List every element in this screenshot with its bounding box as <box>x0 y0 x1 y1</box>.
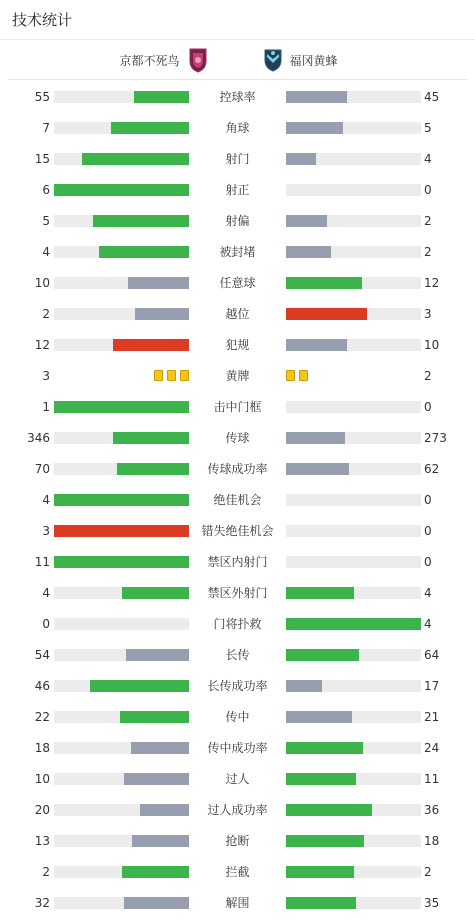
stat-label: 传球成功率 <box>207 462 268 476</box>
home-stat-value: 15 <box>34 152 50 166</box>
away-stat-bar <box>286 835 421 847</box>
stat-row <box>0 893 475 913</box>
away-stat-bar-fill <box>286 711 352 723</box>
stat-row <box>0 614 475 634</box>
home-stat-value: 55 <box>34 90 50 104</box>
away-stat-value: 0 <box>424 183 432 197</box>
stat-label: 黄牌 <box>225 369 250 383</box>
stats-header <box>0 0 475 40</box>
home-stat-bar-fill <box>135 308 189 320</box>
away-stat-bar-fill <box>286 897 356 909</box>
away-team <box>290 40 338 80</box>
home-stat-bar-fill <box>117 463 189 475</box>
home-stat-bar <box>54 711 189 723</box>
away-stat-bar <box>286 525 421 537</box>
home-stat-bar <box>54 153 189 165</box>
home-stat-value: 3 <box>42 524 50 538</box>
stat-row <box>0 242 475 262</box>
home-stat-value: 54 <box>34 648 50 662</box>
away-stat-bar <box>286 91 421 103</box>
away-stat-bar <box>286 122 421 134</box>
away-stat-value: 3 <box>424 307 432 321</box>
yellow-card-icon <box>180 370 189 381</box>
home-stat-bar <box>54 587 189 599</box>
away-stat-bar <box>286 215 421 227</box>
stat-label: 传中 <box>225 710 250 724</box>
away-stat-bar-fill <box>286 122 343 134</box>
away-stat-bar-fill <box>286 649 359 661</box>
home-stat-bar-fill <box>90 680 189 692</box>
home-stat-value: 0 <box>42 617 50 631</box>
home-stat-bar <box>54 494 189 506</box>
stat-row <box>0 180 475 200</box>
home-stat-bar <box>54 742 189 754</box>
stat-row <box>0 273 475 293</box>
stat-row <box>0 428 475 448</box>
stat-label: 长传 <box>225 648 250 662</box>
away-stat-bar <box>286 897 421 909</box>
away-stat-bar <box>286 432 421 444</box>
away-stat-value: 273 <box>424 431 447 445</box>
stat-label: 控球率 <box>219 90 256 104</box>
home-stat-bar <box>54 401 189 413</box>
home-stat-value: 5 <box>42 214 50 228</box>
stat-label: 拦截 <box>225 865 250 879</box>
away-stat-bar <box>286 277 421 289</box>
away-stat-bar-fill <box>286 773 356 785</box>
away-stat-bar <box>286 773 421 785</box>
away-stat-bar <box>286 308 421 320</box>
stat-row <box>0 738 475 758</box>
away-stat-value: 4 <box>424 617 432 631</box>
away-stat-bar-fill <box>286 742 363 754</box>
home-stat-value: 1 <box>42 400 50 414</box>
home-stat-value: 32 <box>34 896 50 910</box>
stat-label: 过人 <box>225 772 250 786</box>
stat-label: 错失绝佳机会 <box>201 524 274 538</box>
home-stat-bar-fill <box>124 897 189 909</box>
stat-label: 抢断 <box>225 834 250 848</box>
away-stat-value: 0 <box>424 555 432 569</box>
home-stat-bar-fill <box>122 587 190 599</box>
away-stat-value: 2 <box>424 865 432 879</box>
away-stat-value: 0 <box>424 493 432 507</box>
away-stat-bar-fill <box>286 91 347 103</box>
away-stat-bar-fill <box>286 463 349 475</box>
away-stat-bar-fill <box>286 432 345 444</box>
stat-row <box>0 149 475 169</box>
home-stat-bar-fill <box>54 184 189 196</box>
away-stat-bar-fill <box>286 587 354 599</box>
home-stat-bar-fill <box>111 122 189 134</box>
away-stat-value: 11 <box>424 772 440 786</box>
home-stat-bar <box>54 122 189 134</box>
away-stat-bar <box>286 463 421 475</box>
home-stat-bar-fill <box>132 835 189 847</box>
away-stat-bar-fill <box>286 866 354 878</box>
home-stat-value: 22 <box>34 710 50 724</box>
home-stat-bar <box>54 618 189 630</box>
home-stat-value: 6 <box>42 183 50 197</box>
away-stat-bar <box>286 401 421 413</box>
home-stat-bar-fill <box>131 742 189 754</box>
home-stat-value: 2 <box>42 307 50 321</box>
stat-label: 击中门框 <box>213 400 262 414</box>
stat-label: 门将扑救 <box>213 617 262 631</box>
away-stat-value: 2 <box>424 214 432 228</box>
away-stat-value: 4 <box>424 586 432 600</box>
home-team-name: 京都不死鸟 <box>119 53 180 68</box>
away-stat-bar-fill <box>286 277 362 289</box>
away-stat-bar-fill <box>286 680 322 692</box>
home-stat-bar-fill <box>99 246 189 258</box>
home-team <box>119 40 207 80</box>
away-stat-value: 2 <box>424 369 432 383</box>
home-stat-bar <box>54 773 189 785</box>
home-stat-value: 18 <box>34 741 50 755</box>
home-stat-value: 20 <box>34 803 50 817</box>
teams-header <box>8 40 467 80</box>
away-stat-value: 10 <box>424 338 440 352</box>
stat-row <box>0 583 475 603</box>
away-stat-value: 18 <box>424 834 440 848</box>
home-stat-bar <box>54 525 189 537</box>
home-stat-bar <box>54 897 189 909</box>
yellow-card-icon <box>286 370 295 381</box>
stat-label: 射门 <box>225 152 250 166</box>
away-stat-bar <box>286 339 421 351</box>
home-stat-bar <box>54 866 189 878</box>
home-stat-value: 4 <box>42 245 50 259</box>
home-stat-value: 4 <box>42 586 50 600</box>
away-stat-bar-fill <box>286 153 316 165</box>
stat-row <box>0 335 475 355</box>
away-stat-bar-fill <box>286 308 367 320</box>
home-stat-bar-fill <box>113 339 189 351</box>
stat-row <box>0 707 475 727</box>
home-stat-bar-fill <box>134 91 189 103</box>
away-stat-bar-fill <box>286 804 372 816</box>
stat-row <box>0 118 475 138</box>
away-stat-value: 5 <box>424 121 432 135</box>
home-stat-bar <box>54 680 189 692</box>
away-team-crest-icon <box>263 47 283 73</box>
away-stat-bar <box>286 153 421 165</box>
away-stat-bar <box>286 246 421 258</box>
away-stat-bar <box>286 587 421 599</box>
away-stat-value: 36 <box>424 803 440 817</box>
home-stat-bar-fill <box>54 525 189 537</box>
away-stat-value: 21 <box>424 710 440 724</box>
home-stat-bar-fill <box>54 494 189 506</box>
away-yellow-cards <box>286 370 308 382</box>
home-stat-value: 13 <box>34 834 50 848</box>
page-title: 技术统计 <box>12 11 73 29</box>
stat-row <box>0 862 475 882</box>
home-stat-bar-fill <box>54 556 189 568</box>
stat-label: 射偏 <box>225 214 250 228</box>
away-stat-bar <box>286 494 421 506</box>
home-stat-bar-fill <box>122 866 190 878</box>
stat-label: 越位 <box>225 307 250 321</box>
away-stat-bar-fill <box>286 618 421 630</box>
stat-row <box>0 459 475 479</box>
stat-label: 禁区外射门 <box>207 586 268 600</box>
stat-row <box>0 304 475 324</box>
home-stat-bar <box>54 91 189 103</box>
home-stat-value: 346 <box>27 431 50 445</box>
stat-label: 长传成功率 <box>207 679 268 693</box>
home-stat-bar <box>54 432 189 444</box>
away-stat-bar <box>286 742 421 754</box>
stat-row <box>0 87 475 107</box>
stat-label: 射正 <box>225 183 250 197</box>
stat-label: 传中成功率 <box>207 741 268 755</box>
home-stat-value: 11 <box>34 555 50 569</box>
away-stat-value: 17 <box>424 679 440 693</box>
home-stat-bar <box>54 463 189 475</box>
stat-row <box>0 800 475 820</box>
home-stat-bar <box>54 308 189 320</box>
stat-row <box>0 521 475 541</box>
away-stat-value: 62 <box>424 462 440 476</box>
away-team-name: 福冈黄蜂 <box>289 53 338 68</box>
stat-label: 绝佳机会 <box>213 493 262 507</box>
home-stat-value: 70 <box>34 462 50 476</box>
away-stat-value: 4 <box>424 152 432 166</box>
stat-label: 被封堵 <box>219 245 256 259</box>
home-stat-bar-fill <box>93 215 189 227</box>
stat-row <box>0 211 475 231</box>
home-stat-bar <box>54 215 189 227</box>
away-stat-value: 24 <box>424 741 440 755</box>
away-stat-bar <box>286 866 421 878</box>
home-stat-bar <box>54 184 189 196</box>
yellow-card-icon <box>299 370 308 381</box>
home-stat-bar-fill <box>128 277 189 289</box>
stat-row <box>0 645 475 665</box>
away-stat-bar <box>286 649 421 661</box>
home-stat-bar <box>54 246 189 258</box>
away-stat-bar <box>286 556 421 568</box>
home-stat-value: 2 <box>42 865 50 879</box>
home-stat-value: 10 <box>34 772 50 786</box>
away-stat-bar-fill <box>286 215 327 227</box>
home-stat-bar <box>54 804 189 816</box>
stat-label: 过人成功率 <box>207 803 268 817</box>
stat-row <box>0 397 475 417</box>
home-stat-bar <box>54 556 189 568</box>
home-stat-bar-fill <box>54 401 189 413</box>
away-stat-bar-fill <box>286 835 364 847</box>
home-yellow-cards <box>154 370 189 382</box>
away-stat-bar <box>286 618 421 630</box>
stat-row <box>0 831 475 851</box>
away-stat-bar <box>286 711 421 723</box>
stat-label: 禁区内射门 <box>207 555 268 569</box>
stat-row <box>0 676 475 696</box>
home-stat-bar <box>54 835 189 847</box>
stat-label: 解围 <box>225 896 250 910</box>
stat-label: 传球 <box>225 431 250 445</box>
away-stat-bar <box>286 680 421 692</box>
yellow-card-icon <box>167 370 176 381</box>
home-stat-value: 12 <box>34 338 50 352</box>
away-stat-value: 0 <box>424 524 432 538</box>
away-stat-value: 64 <box>424 648 440 662</box>
home-stat-bar <box>54 649 189 661</box>
away-stat-bar <box>286 804 421 816</box>
home-stat-bar-fill <box>82 153 189 165</box>
home-stat-value: 3 <box>42 369 50 383</box>
yellow-card-icon <box>154 370 163 381</box>
home-stat-value: 4 <box>42 493 50 507</box>
away-stat-value: 2 <box>424 245 432 259</box>
stat-row <box>0 490 475 510</box>
away-stat-value: 35 <box>424 896 440 910</box>
home-stat-value: 10 <box>34 276 50 290</box>
stat-label: 犯规 <box>225 338 250 352</box>
home-stat-bar-fill <box>120 711 189 723</box>
home-stat-bar-fill <box>140 804 189 816</box>
away-stat-bar <box>286 184 421 196</box>
home-stat-bar-fill <box>126 649 189 661</box>
away-stat-value: 0 <box>424 400 432 414</box>
stat-row <box>0 366 475 386</box>
stat-row <box>0 769 475 789</box>
home-stat-bar <box>54 277 189 289</box>
away-stat-bar-fill <box>286 246 331 258</box>
home-stat-value: 46 <box>34 679 50 693</box>
away-stat-value: 12 <box>424 276 440 290</box>
stat-label: 任意球 <box>219 276 256 290</box>
home-stat-bar-fill <box>113 432 189 444</box>
home-stat-bar <box>54 339 189 351</box>
stat-row <box>0 552 475 572</box>
away-stat-bar-fill <box>286 339 347 351</box>
stat-label: 角球 <box>225 121 250 135</box>
away-stat-value: 45 <box>424 90 440 104</box>
home-stat-bar-fill <box>124 773 189 785</box>
home-stat-value: 7 <box>42 121 50 135</box>
home-team-crest-icon <box>188 47 208 73</box>
